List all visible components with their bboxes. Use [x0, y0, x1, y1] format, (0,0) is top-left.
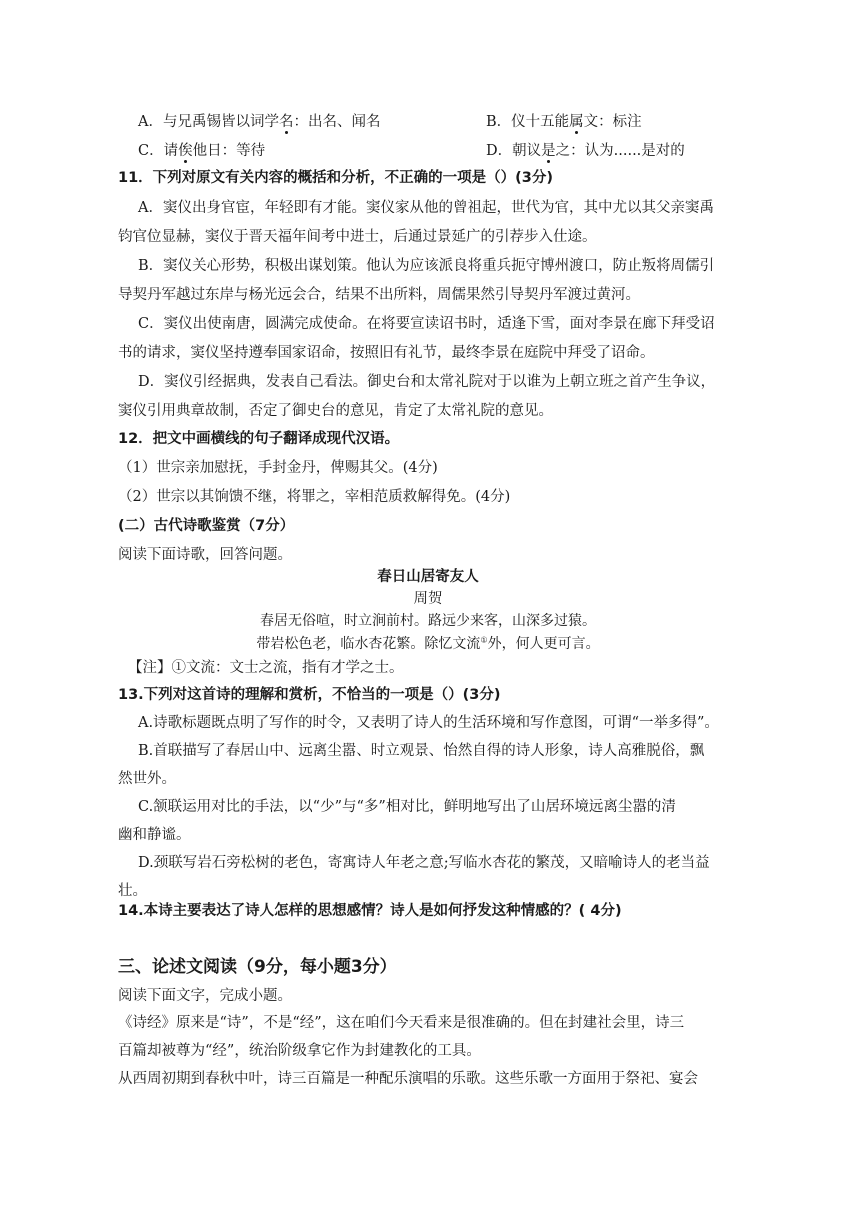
poem-section-heading: (二）古代诗歌鉴赏（7分） [118, 518, 295, 534]
q11-option-d-line1: D．窦仪引经据典，发表自己看法。御史台和太常礼院对于以谁为上朝立班之首产生争议， [138, 374, 716, 390]
q11-stem: 11．下列对原文有关内容的概括和分析，不正确的一项是（）(3分) [118, 170, 554, 186]
q13-option-b-line2: 然世外。 [118, 771, 176, 787]
poem-title: 春日山居寄友人 [377, 569, 479, 585]
q11-option-a-line1: A．窦仪出身官宦，年轻即有才能。窦仪家从他的曾祖起，世代为官，其中尤以其父亲窦禹 [138, 200, 714, 216]
section3-heading: 三、论述文阅读（9分，每小题3分） [118, 957, 397, 977]
q10-option-b: B．仪十五能属文：标注 [486, 114, 642, 130]
section3-instruction: 阅读下面文字，完成小题。 [118, 988, 292, 1004]
q12-sentence-2: （2）世宗以其饷馈不继，将罪之，宰相范质救解得免。(4分) [118, 489, 511, 505]
q12-stem: 12．把文中画横线的句子翻译成现代汉语。 [118, 431, 400, 447]
q11-option-d-line2: 窦仪引用典章故制，否定了御史台的意见，肯定了太常礼院的意见。 [118, 403, 553, 419]
q13-option-b-line1: B.首联描写了春居山中、远离尘嚣、时立观景、怡然自得的诗人形象，诗人高雅脱俗，飘 [138, 743, 705, 759]
poem-line-1: 春居无俗喧，时立涧前村。路远少来客，山深多过猿。 [260, 613, 596, 629]
q13-option-c-line1: C.颔联运用对比的手法，以“少”与“多”相对比，鲜明地写出了山居环境远离尘嚣的清 [138, 799, 676, 815]
footnote-marker: ① [480, 635, 488, 645]
q11-option-b-line2: 导契丹军越过东岸与杨光远会合，结果不出所料，周儒果然引导契丹军渡过黄河。 [118, 287, 640, 303]
q14-stem: 14.本诗主要表达了诗人怎样的思想感情？诗人是如何抒发这种情感的？( 4分) [118, 903, 622, 919]
section3-paragraph-1-line1: 《诗经》原来是“诗”，不是“经”，这在咱们今天看来是很准确的。但在封建社会里，诗三 [118, 1015, 685, 1031]
q10-option-c: C．请俟他日：等待 [138, 143, 266, 159]
q11-option-a-line2: 钧官位显赫，窦仪于晋天福年间考中进士，后通过景延广的引荐步入仕途。 [118, 229, 597, 245]
poem-line-2: 带岩松色老，临水杏花繁。除忆文流①外，何人更可言。 [256, 635, 600, 652]
poem-instruction: 阅读下面诗歌，回答问题。 [118, 547, 292, 563]
q13-stem: 13.下列对这首诗的理解和赏析，不恰当的一项是（）(3分) [118, 687, 501, 703]
q11-option-b-line1: B．窦仪关心形势，积极出谋划策。他认为应该派良将重兵扼守博州渡口，防止叛将周儒引 [138, 258, 715, 274]
q11-option-c-line2: 书的请求，窦仪坚持遵奉国家诏命，按照旧有礼节，最终李景在庭院中拜受了诏命。 [118, 345, 655, 361]
q13-option-a: A.诗歌标题既点明了写作的时令，又表明了诗人的生活环境和写作意图，可谓“一举多得”。 [138, 715, 719, 731]
section3-paragraph-2: 从西周初期到春秋中叶，诗三百篇是一种配乐演唱的乐歌。这些乐歌一方面用于祭祀、宴会 [118, 1071, 698, 1087]
q13-option-d-line2: 壮。 [118, 883, 147, 899]
q13-option-d-line1: D.颈联写岩石旁松树的老色，寄寓诗人年老之意;写临水杏花的繁茂，又暗喻诗人的老当益 [138, 855, 710, 871]
poem-author: 周贺 [413, 591, 443, 607]
q10-option-d: D．朝议是之：认为......是对的 [486, 143, 685, 159]
poem-note: 【注】①文流：文士之流，指有才学之士。 [128, 660, 404, 676]
q10-option-a: A．与兄禹锡皆以词学名：出名、闻名 [138, 114, 381, 130]
q13-option-c-line2: 幽和静谧。 [118, 827, 191, 843]
section3-paragraph-1-line2: 百篇却被尊为“经”，统治阶级拿它作为封建教化的工具。 [118, 1043, 481, 1059]
q11-option-c-line1: C．窦仪出使南唐，圆满完成使命。在将要宣读诏书时，适逢下雪，面对李景在廊下拜受诏 [138, 316, 715, 332]
q12-sentence-1: （1）世宗亲加慰抚，手封金丹，俾赐其父。(4分) [118, 460, 438, 476]
